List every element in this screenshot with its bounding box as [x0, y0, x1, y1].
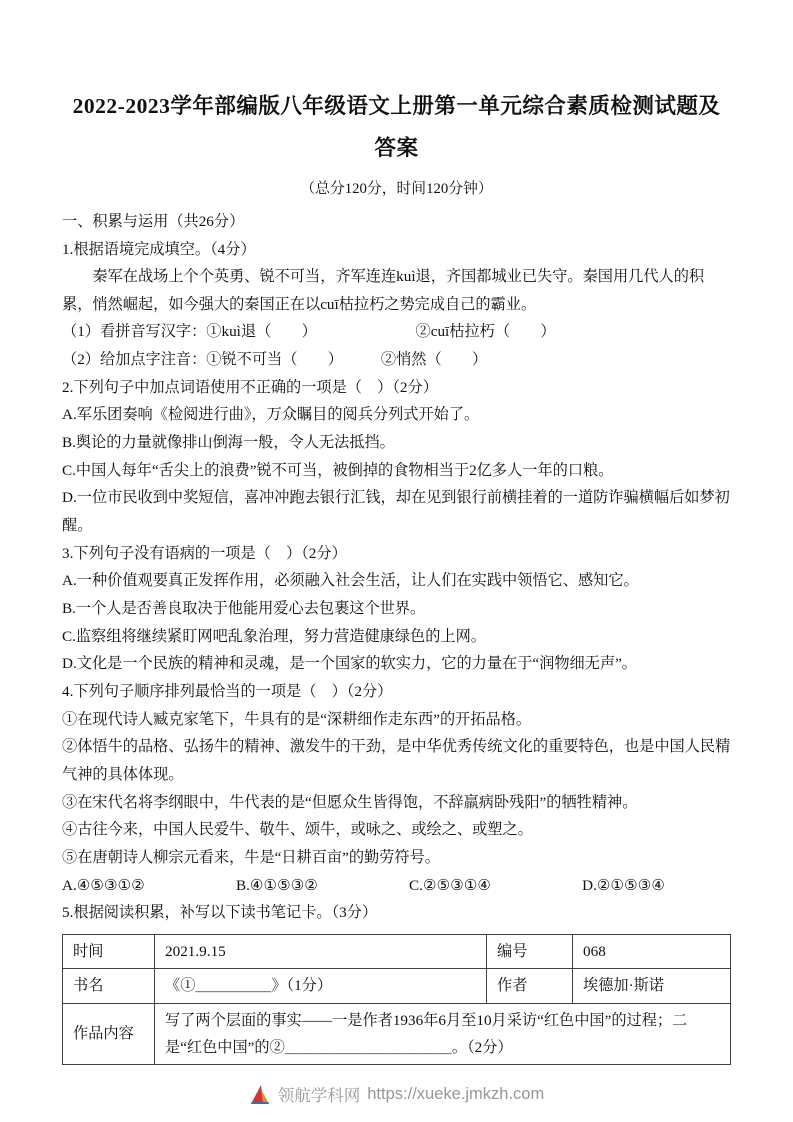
q2-option-c: C.中国人每年“舌尖上的浪费”锐不可当，被倒掉的食物相当于2亿多人一年的口粮。	[62, 461, 614, 479]
site-logo-icon	[249, 1083, 271, 1105]
table-value-content: 写了两个层面的事实——一是作者1936年6月至10月采访“红色中国”的过程；二是“红色中国”的②＿＿＿＿＿＿＿＿＿＿＿。（2分）	[155, 1003, 731, 1065]
q4-choice-b: B.④①⑤③②	[235, 876, 318, 894]
q4-sentence-5: ⑤在唐朝诗人柳宗元看来，牛是“日耕百亩”的勤劳符号。	[62, 848, 440, 866]
q1-stem: 1.根据语境完成填空。（4分）	[62, 240, 256, 258]
q4-sentence-4: ④古往今来，中国人民爱牛、敬牛、颂牛，或咏之、或绘之、或塑之。	[62, 821, 533, 839]
table-label-number: 编号	[487, 934, 573, 968]
q4-choice-d: D.②①⑤③④	[582, 876, 665, 894]
exam-meta: （总分120分，时间120分钟）	[300, 180, 493, 197]
q2-option-b: B.舆论的力量就像排山倒海一般，令人无法抵挡。	[62, 434, 395, 452]
site-name: 领航学科网	[277, 1087, 361, 1105]
q3-stem: 3.下列句子没有语病的一项是（ ）（2分）	[62, 544, 347, 562]
q2-stem: 2.下列句子中加点词语使用不正确的一项是（ ）（2分）	[62, 378, 438, 396]
q4-sentence-2: ②体悟牛的品格、弘扬牛的精神、激发牛的干劲，是中华优秀传统文化的重要特色，也是中国人民精气神的具体体现。	[62, 738, 731, 783]
table-value-author: 埃德加·斯诺	[573, 969, 731, 1003]
q2-option-a: A.军乐团奏响《检阅进行曲》，万众瞩目的阅兵分列式开始了。	[62, 406, 480, 424]
site-url: https://xueke.jmkzh.com	[367, 1084, 545, 1103]
table-label-content: 作品内容	[63, 1003, 155, 1065]
table-row	[63, 969, 731, 1003]
q1-sub2: （2）给加点字注音：①锐不可当（ ） ②悄然（ ）	[62, 351, 488, 369]
q3-option-c: C.监察组将继续紧盯网吧乱象治理，努力营造健康绿色的上网。	[62, 627, 486, 645]
q4-sentence-1: ①在现代诗人臧克家笔下，牛具有的是“深耕细作走东西”的开拓品格。	[62, 710, 532, 728]
q2-option-d: D.一位市民收到中奖短信，喜冲冲跑去银行汇钱，却在见到银行前横挂着的一道防诈骗横幅后如梦初醒。	[62, 489, 730, 535]
q4-choices-row	[62, 872, 731, 900]
table-row	[63, 1003, 731, 1065]
section-heading: 一、积累与运用（共26分）	[62, 212, 245, 230]
reading-note-table	[62, 934, 731, 1065]
q1-sub1: （1）看拼音写汉字：①kuì退（ ） ②cuī枯拉朽（ ）	[62, 323, 556, 341]
table-value-time: 2021.9.15	[155, 934, 487, 968]
watermark-footer	[0, 1082, 793, 1106]
q4-sentence-3: ③在宋代名将李纲眼中，牛代表的是“但愿众生皆得饱，不辞羸病卧残阳”的牺牲精神。	[62, 793, 638, 811]
table-value-book: 《①＿＿＿＿＿》（1分）	[155, 969, 487, 1003]
q1-passage: 秦军在战场上个个英勇、锐不可当，齐军连连kuì退，齐国都城业已失守。秦国用几代人的积累，悄然崛起，如今强大的秦国正在以cuī枯拉朽之势完成自己的霸业。	[62, 268, 705, 313]
q3-option-b: B.一个人是否善良取决于他能用爱心去包裹这个世界。	[62, 600, 426, 618]
table-row	[63, 934, 731, 968]
q3-option-d: D.文化是一个民族的精神和灵魂，是一个国家的软实力，它的力量在于“润物细无声”。	[62, 655, 637, 673]
table-value-number: 068	[573, 934, 731, 968]
q5-stem: 5.根据阅读积累，补写以下读书笔记卡。（3分）	[62, 904, 378, 922]
table-label-book: 书名	[63, 969, 155, 1003]
q4-stem: 4.下列句子顺序排列最恰当的一项是（ ）（2分）	[62, 683, 393, 700]
page-title: 2022-2023学年部编版八年级语文上册第一单元综合素质检测试题及答案	[72, 94, 721, 160]
table-label-author: 作者	[487, 969, 573, 1003]
q4-choice-c: C.②⑤③①④	[409, 876, 492, 894]
q3-option-a: A.一种价值观要真正发挥作用，必须融入社会生活，让人们在实践中领悟它、感知它。	[62, 572, 639, 590]
q4-choice-a: A.④⑤③①②	[62, 876, 145, 894]
table-label-time: 时间	[63, 934, 155, 968]
